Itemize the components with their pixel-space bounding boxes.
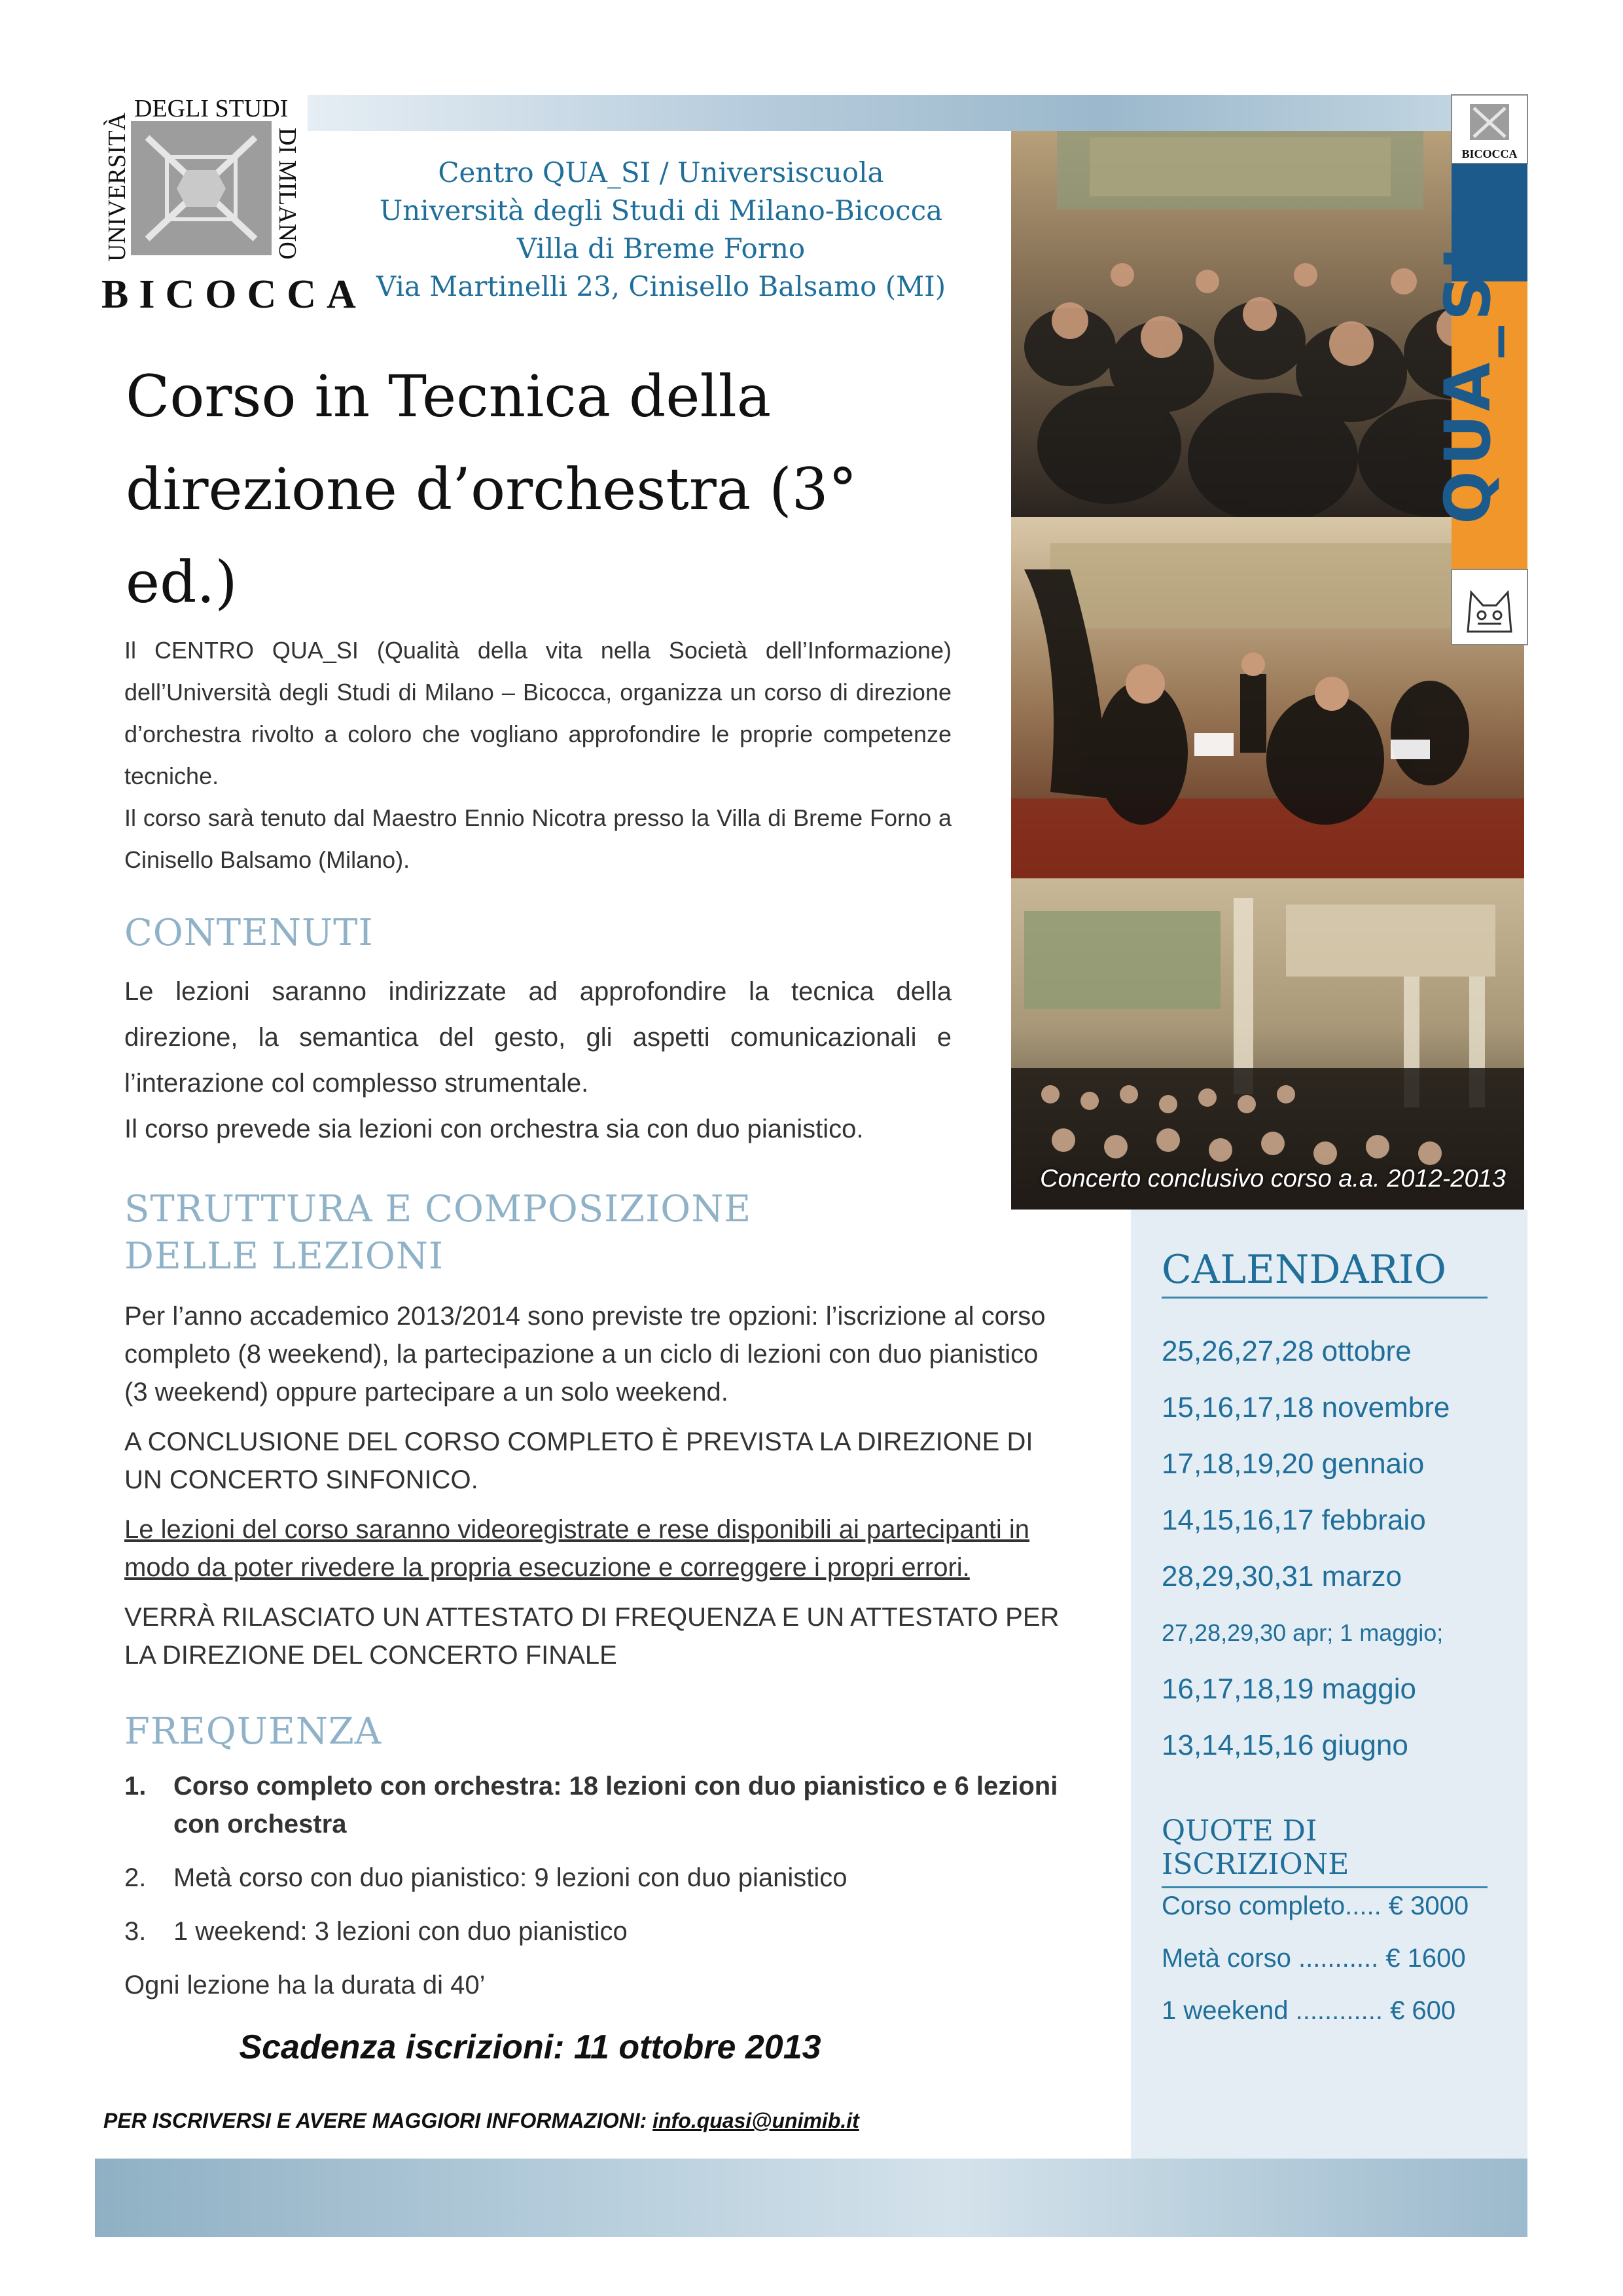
quasi-logo <box>1431 95 1527 645</box>
deadline-text: Scadenza iscrizioni: 11 ottobre 2013 <box>239 2028 821 2066</box>
contact-email-link[interactable]: info.quasi@unimib.it <box>652 2109 859 2132</box>
university-logo <box>95 92 366 317</box>
contenuti-paragraph-1: Le lezioni saranno indirizzate ad approfondire la tecnica della direzione, la semantica del gesto, gli aspetti comunicazionali e l’interazione col complesso strumentale. <box>124 977 952 1098</box>
university-vertical-text: UNIVERSITÀ <box>103 113 131 262</box>
list-item <box>124 1859 1060 1897</box>
calendar-list <box>1162 1329 1515 1779</box>
section-heading-contenuti: CONTENUTI <box>124 912 374 954</box>
header-line-4: Via Martinelli 23, Cinisello Balsamo (MI) <box>376 270 946 302</box>
calendar-date: 25,26,27,28 ottobre <box>1162 1335 1412 1367</box>
calendar-date: 28,29,30,31 marzo <box>1162 1560 1402 1592</box>
bottom-decorative-bar <box>95 2159 1527 2237</box>
fee-item: Corso completo..... € 3000 <box>1162 1892 1469 1920</box>
contenuti-text <box>124 969 952 1152</box>
intro-paragraph-1: Il CENTRO QUA_SI (Qualità della vita nella Società dell’Informazione) dell’Università degli Studi di Milano – Bicocca, organizza un corso di direzione d’orchestra rivolto a coloro che vogliano approfondire le proprie competenze tecniche. <box>124 637 952 789</box>
list-item-text: Metà corso con duo pianistico: 9 lezioni con duo pianistico <box>173 1863 847 1892</box>
list-item <box>124 1767 1060 1843</box>
title-line-2: direzione d’orchestra (3° ed.) <box>126 456 857 616</box>
contact-line <box>103 2109 954 2133</box>
calendar-date: 15,16,17,18 novembre <box>1162 1391 1450 1424</box>
struttura-paragraph-4: VERRÀ RILASCIATO UN ATTESTATO DI FREQUENZA E UN ATTESTATO PER LA DIREZIONE DEL CONCERTO FINALE <box>124 1603 1060 1670</box>
header-line-1: Centro QUA_SI / Universiscuola <box>438 156 884 188</box>
top-decorative-bar <box>308 95 1527 131</box>
section-heading-frequenza: FREQUENZA <box>124 1710 382 1753</box>
university-bicocca-text: BICOCCA <box>101 272 366 317</box>
photo-orchestra <box>1011 517 1524 878</box>
photo-concert-hall <box>1011 878 1524 1210</box>
fee-item: 1 weekend ............ € 600 <box>1162 1996 1456 2025</box>
struttura-heading-line-1: STRUTTURA E COMPOSIZIONE <box>124 1188 752 1230</box>
list-item-text: 1 weekend: 3 lezioni con duo pianistico <box>173 1917 628 1946</box>
fees-heading: QUOTE DI ISCRIZIONE <box>1162 1814 1488 1888</box>
university-top-text: DEGLI STUDI <box>134 95 289 122</box>
struttura-paragraph-1: Per l’anno accademico 2013/2014 sono previste tre opzioni: l’iscrizione al corso completo (8 weekend), la partecipazione a un ciclo di lezioni con duo pianistico (3 weekend) oppure partecipare a un solo weekend. <box>124 1302 1046 1407</box>
list-item-number: 1. <box>124 1772 147 1801</box>
struttura-paragraph-3: Le lezioni del corso saranno videoregistrate e rese disponibili ai partecipanti in modo da poter rivedere la propria esecuzione e correggere i propri errori. <box>124 1515 1030 1582</box>
calendar-date: 17,18,19,20 gennaio <box>1162 1448 1425 1480</box>
list-item <box>124 1912 1060 1950</box>
calendar-date: 27,28,29,30 apr; 1 maggio; <box>1162 1619 1444 1646</box>
calendar-date: 13,14,15,16 giugno <box>1162 1729 1408 1761</box>
list-item-number: 2. <box>124 1863 147 1892</box>
calendar-date: 14,15,16,17 febbraio <box>1162 1504 1426 1536</box>
list-item-text: Corso completo con orchestra: 18 lezioni con duo pianistico e 6 lezioni con orchestra <box>173 1772 1058 1839</box>
section-heading-struttura <box>124 1186 779 1280</box>
quasi-mini-bicocca: BICOCCA <box>1461 147 1518 160</box>
struttura-paragraph-2: A CONCLUSIONE DEL CORSO COMPLETO È PREVISTA LA DIREZIONE DI UN CONCERTO SINFONICO. <box>124 1427 1033 1494</box>
title-line-1: Corso in Tecnica della <box>126 363 772 430</box>
header-line-3: Villa di Breme Forno <box>516 232 806 264</box>
intro-text <box>124 630 952 881</box>
contenuti-paragraph-2: Il corso prevede sia lezioni con orchestra sia con duo pianistico. <box>124 1115 864 1143</box>
struttura-text <box>124 1297 1060 1686</box>
calendar-heading: CALENDARIO <box>1162 1247 1488 1299</box>
frequenza-list <box>124 1767 1060 2004</box>
calendar-date: 16,17,18,19 maggio <box>1162 1673 1416 1705</box>
quasi-logo-text: QUA_SI <box>1431 242 1505 524</box>
intro-paragraph-2: Il corso sarà tenuto dal Maestro Ennio Nicotra presso la Villa di Breme Forno a Cinisello Balsamo (Milano). <box>124 804 952 873</box>
header-address <box>353 154 969 306</box>
struttura-heading-line-2: DELLE LEZIONI <box>124 1235 444 1278</box>
photo-caption: Concerto conclusivo corso a.a. 2012-2013 <box>1040 1165 1506 1193</box>
list-item-number: 3. <box>124 1917 147 1946</box>
page-title <box>126 350 976 629</box>
university-side-text: DI MILANO <box>274 128 301 260</box>
fees-list <box>1162 1885 1502 2042</box>
frequenza-note: Ogni lezione ha la durata di 40’ <box>124 1971 486 2000</box>
header-line-2: Università degli Studi di Milano-Bicocca <box>379 194 943 226</box>
contact-label: PER ISCRIVERSI E AVERE MAGGIORI INFORMAZIONI: <box>103 2109 653 2132</box>
fee-item: Metà corso ........... € 1600 <box>1162 1944 1466 1973</box>
